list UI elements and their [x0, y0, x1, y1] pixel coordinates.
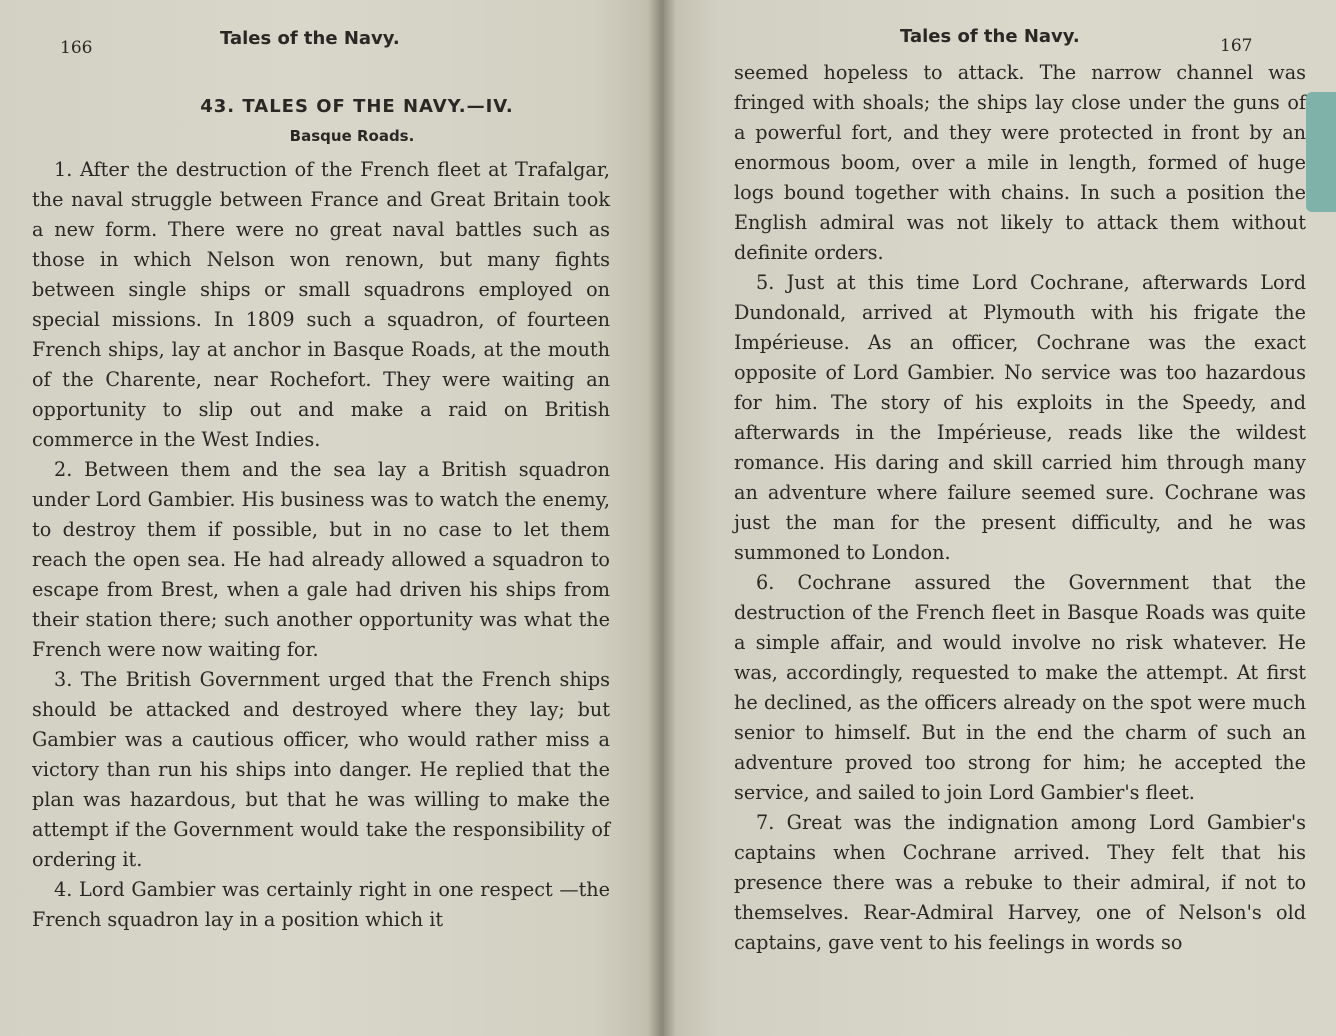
paragraph-3: 3. The British Government urged that the French ships should be attacked and destroyed where they lay; but Gambier was a cautious officer, who would rather miss a victory than run his ships into danger. He replied that the plan was hazardous, but that he was willing to make the attempt if the Government would take the responsibility of ordering it.	[32, 668, 610, 871]
chapter-heading: 43. TALES OF THE NAVY.—IV.	[200, 96, 514, 117]
bookmark-tab	[1306, 92, 1336, 212]
paragraph-2: 2. Between them and the sea lay a British squadron under Lord Gambier. His business was to watch the enemy, to destroy them if possible, but in no case to let them reach the open sea. He had already allowed a squadron to escape from Brest, when a gale had driven his ships from their station there; such another opportunity was what the French were now waiting for.	[32, 458, 610, 661]
right-running-head	[734, 22, 1306, 56]
book-gutter	[648, 0, 676, 1036]
paragraph-7: 7. Great was the indignation among Lord Gambier's captains when Cochrane arrived. They felt that his presence there was a rebuke to their admiral, if not to themselves. Rear-Admiral Harvey, one of Nelson's old captains, gave vent to his feelings in words so	[734, 811, 1306, 954]
left-page-number: 166	[60, 38, 93, 58]
left-page	[0, 0, 660, 1036]
right-running-title: Tales of the Navy.	[900, 26, 1080, 47]
left-body	[14, 155, 610, 935]
left-running-title: Tales of the Navy.	[220, 28, 400, 49]
right-page-number: 167	[1220, 36, 1253, 56]
continuation-paragraph: seemed hopeless to attack. The narrow channel was fringed with shoals; the ships lay close under the guns of a powerful fort, and they were protected in front by an enormous boom, over a mile in length, formed of huge logs bound together with chains. In such a position the English admiral was not likely to attack them without definite orders.	[734, 61, 1306, 264]
right-body	[734, 58, 1306, 958]
right-page	[664, 0, 1336, 1036]
chapter-subheading: Basque Roads.	[289, 127, 415, 145]
paragraph-6: 6. Cochrane assured the Government that the destruction of the French fleet in Basque Roads was quite a simple affair, and would involve no risk whatever. He was, accordingly, requested to make the attempt. At first he declined, as the officers already on the spot were much senior to himself. But in the end the charm of such an adventure proved too strong for him; he accepted the service, and sailed to join Lord Gambier's fleet.	[734, 571, 1306, 804]
paragraph-1: 1. After the destruction of the French fleet at Trafalgar, the naval struggle between France and Great Britain took a new form. There were no great naval battles such as those in which Nelson won renown, but many fights between single ships or small squadrons employed on special missions. In 1809 such a squadron, of fourteen French ships, lay at anchor in Basque Roads, at the mouth of the Charente, near Rochefort. They were waiting an opportunity to slip out and make a raid on British commerce in the West Indies.	[32, 158, 610, 451]
left-running-head	[14, 24, 610, 58]
paragraph-4: 4. Lord Gambier was certainly right in one respect —the French squadron lay in a position which it	[32, 878, 610, 931]
paragraph-5: 5. Just at this time Lord Cochrane, afterwards Lord Dundonald, arrived at Plymouth with his frigate the Impérieuse. As an officer, Cochrane was the exact opposite of Lord Gambier. No service was too hazardous for him. The story of his exploits in the Speedy, and afterwards in the Impérieuse, reads like the wildest romance. His daring and skill carried him through many an adventure where failure seemed sure. Cochrane was just the man for the present difficulty, and he was summoned to London.	[734, 271, 1306, 564]
